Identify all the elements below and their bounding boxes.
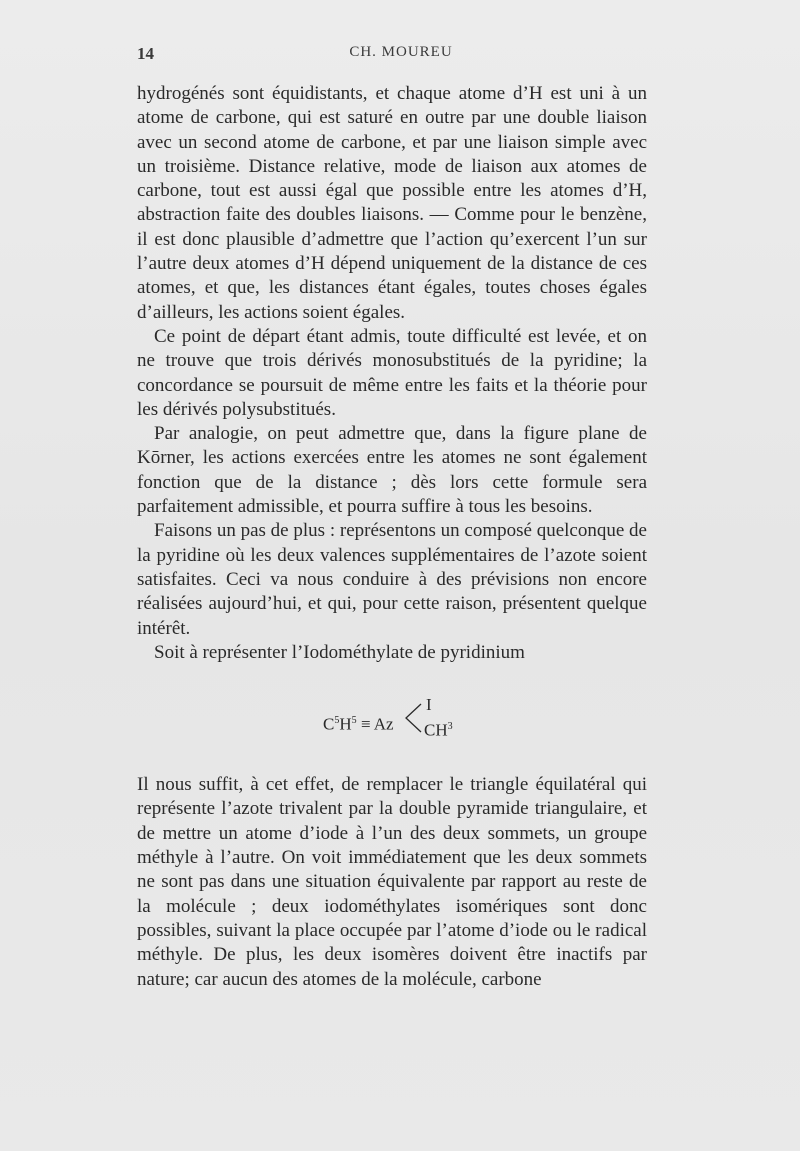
formula-methyl-count: 3 xyxy=(447,721,453,733)
chemical-formula xyxy=(323,697,503,747)
paragraph-3: Par analogie, on peut admettre que, dans la figure plane de Kōrner, les actions exercées entre les atomes ne sont également fonction que de la distance ; dès lors cette formule sera parfaitement admissible, et pourra suffire à tous les besoins. xyxy=(137,423,647,518)
paragraph-2: Ce point de départ étant admis, toute difficulté est levée, et on ne trouve que trois dérivés monosubstitués de la pyridine; la concordance se poursuit de même entre les faits et la théorie pour les dérivés polysubstitués. xyxy=(137,325,647,420)
running-header xyxy=(137,44,647,68)
formula-carbon-count: 5 xyxy=(334,715,340,727)
formula-carbon: C xyxy=(323,714,335,734)
body-text xyxy=(137,82,647,992)
formula-bond: ≡ xyxy=(360,714,371,734)
formula-block xyxy=(137,665,647,773)
formula-left xyxy=(323,709,394,737)
page-number: 14 xyxy=(137,44,154,63)
formula-methyl xyxy=(424,715,453,743)
paragraph-4: Faisons un pas de plus : représentons un composé quelconque de la pyridine où les deux valences supplémentaires de l’azote soient satisfaites. Ceci va nous conduire à des prévisions non encore réalisées aujourd’hui, et qui, pour cette raison, présentent quelque intérêt. xyxy=(137,520,647,639)
paragraph-1: hydrogénés sont équidistants, et chaque atome d’H est uni à un atome de carbone, qui est saturé en outre par une double liaison avec un second atome de carbone, et par une liaison simple avec un troisième. Distance relative, mode de liaison aux atomes de carbone, tout est aussi égal que possible entre les atomes d’H, abstraction faite des doubles liaisons. — Comme pour le benzène, il est donc plausible d’admettre que l’action qu’exercent l’un sur l’autre deux atomes d’H dépend uniquement de la distance de ces atomes, et que, les distances étant égales, toutes choses égales d’ailleurs, les actions soient égales. xyxy=(137,83,647,323)
formula-hydrogen: H xyxy=(339,714,352,734)
formula-methyl-label: CH xyxy=(424,720,448,740)
running-title: CH. MOUREU xyxy=(349,44,453,60)
formula-bond-lines xyxy=(403,700,423,736)
paragraph-5: Soit à représenter l’Iodométhylate de pyridinium xyxy=(154,641,525,663)
paragraph-6: Il nous suffit, à cet effet, de remplacer le triangle équilatéral qui représente l’azote trivalent par la double pyramide triangulaire, et de mettre un atome d’iode à l’un des deux sommets, un groupe méthyle à l’autre. On voit immédiatement que les deux sommets ne sont pas dans une situation équivalente par rapport au reste de la molécule ; deux iodométhylates isomériques sont donc possibles, suivant la place occupée par l’atome d’iode ou le radical méthyle. De plus, les deux isomères doivent être inactifs par nature; car aucun des atomes de la molécule, carbone xyxy=(137,774,647,990)
formula-iodine: I xyxy=(426,695,432,715)
formula-hydrogen-count: 5 xyxy=(351,715,357,727)
formula-azote: Az xyxy=(373,714,394,734)
